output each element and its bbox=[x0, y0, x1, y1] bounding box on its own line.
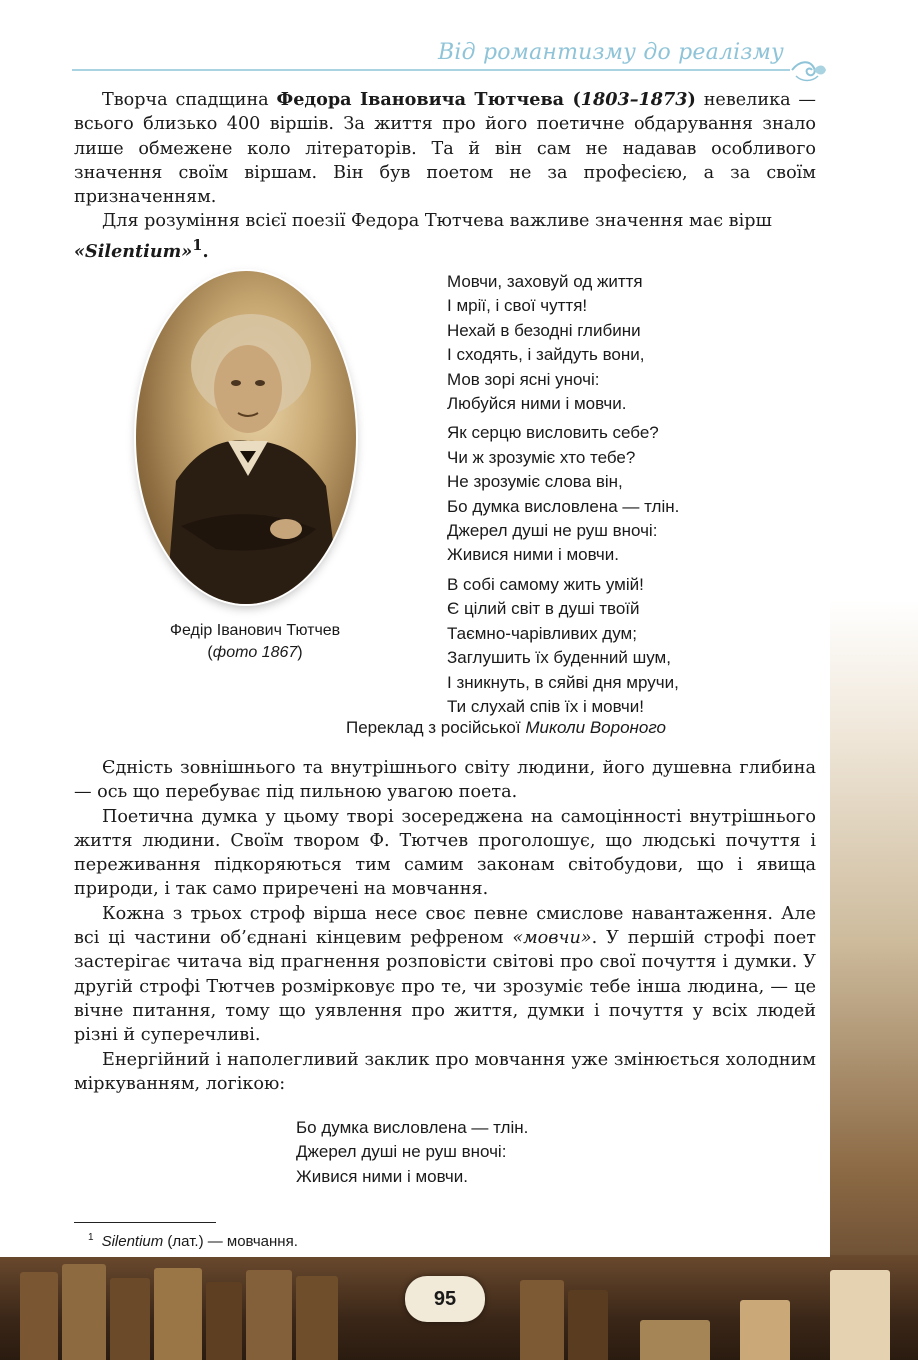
poem-line: І зникнуть, в сяйві дня мручи, bbox=[447, 672, 679, 692]
poem-line: Чи ж зрозуміє хто тебе? bbox=[447, 447, 636, 467]
paragraph-stanzas: Кожна з трьох строф вірша несе своє певне смислове навантаження. Але всі ці частини об’єднані кінцевим рефреном «мовчи». У першій строфі поет застерігає читача від прагнення розповісти світові про свої почуття і думки. У другій строфі Тютчев розмірковує про те, чи зрозуміє тебе інша людина, — це вічне питання, тому що уявлення про життя, думки і почуття у всіх людей різні й суперечливі. bbox=[74, 903, 816, 1046]
poem-line: І сходять, і зайдуть вони, bbox=[447, 345, 645, 365]
poem-line: В собі самому жить умій! bbox=[447, 574, 644, 594]
translation-credit: Переклад з російської Миколи Вороного bbox=[346, 718, 666, 737]
caption-date: (фото 1867) bbox=[207, 644, 303, 661]
portrait-caption bbox=[110, 620, 400, 664]
paragraph-poetic-thought: Поетична думка у цьому творі зосереджена на самоцінності внутрішнього життя людини. Своїм твором Ф. Тютчев проголошує, що людські почуття і переживання підкоряються тим самим законам світобудови, що і явища природи, і так само приречені на мовчання. bbox=[74, 806, 816, 900]
page-number-badge bbox=[405, 1276, 485, 1322]
poem-line: Таємно-чарівливих дум; bbox=[447, 623, 637, 643]
footnote-rule bbox=[74, 1222, 216, 1223]
header-rule bbox=[72, 69, 790, 71]
poem-line: Заглушить їх буденний шум, bbox=[447, 648, 671, 668]
poem-line: Живися ними і мовчи. bbox=[447, 545, 619, 565]
poem-line: Є цілий світ в душі твоїй bbox=[447, 599, 640, 619]
paragraph-unity: Єдність зовнішнього та внутрішнього світу людини, його душевна глибина — ось що перебуває під пильною увагою поета. bbox=[74, 758, 816, 803]
analysis-text bbox=[74, 756, 816, 1096]
poem-line: Мов зорі ясні уночі: bbox=[447, 369, 600, 389]
paragraph-intro-1: Творча спадщина Федора Івановича Тютчева (1803–1873) невелика — всього близько 400 віршів. За життя про його поетичне обдарування знало лише обмежене коло літераторів. Та й він сам не надавав особливого значення своїм віршам. Він був поетом не за професією, а за своїм призначенням. bbox=[74, 89, 816, 208]
poem-line: Не зрозуміє слова він, bbox=[447, 472, 623, 492]
paragraph-call: Енергійний і наполегливий заклик про мовчання уже змінюється холодним міркуванням, логікою: bbox=[74, 1049, 816, 1094]
poem-line: Джерел душі не руш вночі: bbox=[447, 521, 658, 541]
intro-text bbox=[74, 88, 816, 264]
ornament-flourish-icon bbox=[788, 54, 828, 86]
portrait-photo bbox=[136, 271, 356, 604]
poem-stanza bbox=[447, 270, 679, 416]
poem-stanza bbox=[447, 573, 679, 719]
poem-silentium bbox=[447, 270, 679, 724]
poem-line: Як серцю висловить себе? bbox=[447, 423, 659, 443]
page-number: 95 bbox=[433, 1287, 457, 1310]
poem-line: Бо думка висловлена — тлін. bbox=[447, 496, 680, 516]
quoted-stanza bbox=[296, 1116, 528, 1189]
poem-line: Нехай в безодні глибини bbox=[447, 320, 641, 340]
poem-line: Ти слухай спів їх і мовчи! bbox=[447, 696, 644, 716]
poem-line: Мовчи, заховуй од життя bbox=[447, 272, 643, 291]
poem-line: І мрії, і свої чуття! bbox=[447, 296, 588, 316]
portrait-figure-icon bbox=[136, 271, 356, 604]
running-title: Від романтизму до реалізму bbox=[438, 40, 784, 65]
poem-stanza bbox=[447, 421, 679, 567]
caption-name: Федір Іванович Тютчев bbox=[169, 622, 341, 639]
quote-line: Живися ними і мовчи. bbox=[296, 1166, 468, 1186]
background-illustration-side bbox=[823, 600, 918, 1360]
quote-line: Бо думка висловлена — тлін. bbox=[296, 1118, 529, 1137]
quote-line: Джерел душі не руш вночі: bbox=[296, 1142, 507, 1162]
poem-line: Любуйся ними і мовчи. bbox=[447, 394, 627, 414]
paragraph-intro-2: Для розуміння всієї поезії Федора Тютчева важливе значення має вірш «Silentium»$^1$. bbox=[74, 211, 772, 262]
footnote: $^1$ Silentium (лат.) — мовчання. bbox=[88, 1232, 298, 1250]
